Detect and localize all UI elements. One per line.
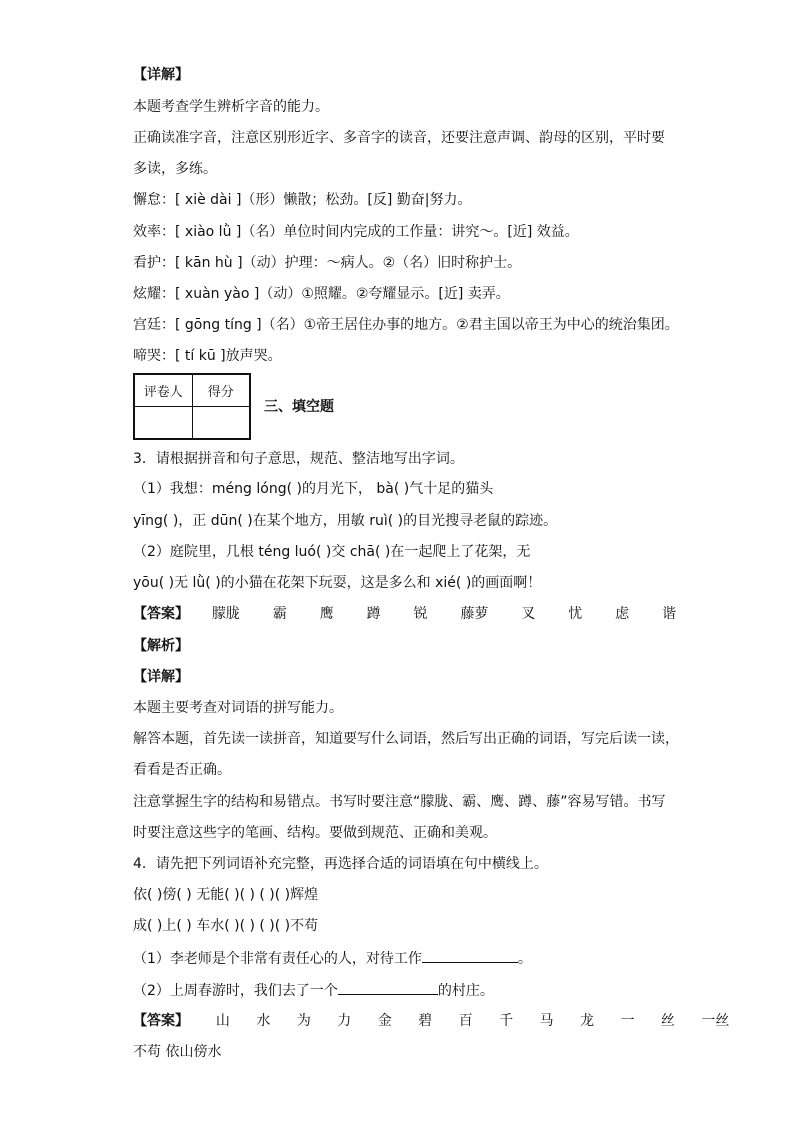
fill-sentence (133, 948, 532, 969)
score-cell (192, 407, 250, 440)
answer-line (133, 604, 686, 624)
paragraph-line: 解答本题，首先读一读拼音，知道要写什么词语，然后写出正确的词语，写完后读一读， (133, 731, 679, 747)
analysis-heading: 【解析】 (133, 638, 189, 654)
definition-entry: 炫耀：[ xuàn yào ]（动）①照耀。②夸耀显示。[近] 卖弄。 (133, 286, 510, 302)
answer-label: 【答案】 (133, 606, 189, 622)
section-title: 三、填空题 (264, 399, 334, 415)
definition-entry: 宫廷：[ gōng tíng ]（名）①帝王居住办事的地方。②君主国以帝王为中心的统治集团。 (133, 317, 679, 333)
answer-item: 山 (215, 1013, 230, 1029)
sentence-text: 的村庄。 (437, 983, 494, 999)
answer-item: 一 (620, 1013, 635, 1029)
grader-cell (134, 407, 192, 440)
detail-heading: 【详解】 (133, 669, 189, 685)
paragraph-line: 多读，多练。 (133, 161, 217, 177)
answer-item: 水 (256, 1013, 271, 1029)
intro-text: 本题考查学生辨析字音的能力。 (133, 99, 329, 115)
answer-item: 锐 (413, 606, 428, 622)
answer-item: 丝 (660, 1013, 675, 1029)
paragraph-line: 时要注意这些字的笔画、结构。要做到规范、正确和美观。 (133, 825, 497, 841)
paragraph-line: 正确读准字音，注意区别形近字、多音字的读音，还要注意声调、韵母的区别，平时要 (133, 130, 665, 146)
answer-item: 龙 (579, 1013, 594, 1029)
sentence-text: （2）上周春游时，我们去了一个 (133, 983, 338, 999)
question-prompt: 4．请先把下列词语补充完整，再选择合适的词语填在句中横线上。 (133, 856, 548, 872)
answer-item: 谐 (662, 606, 677, 622)
score-table (133, 373, 251, 440)
answer-line (133, 1011, 729, 1031)
question-line: yōu( )无 lǜ( )的小猫在花架下玩耍，这是多么和 xié( )的画面啊！ (133, 575, 542, 591)
answer-item: 藤萝 (460, 606, 489, 622)
detail-heading: 【详解】 (133, 67, 189, 83)
definition-entry: 啼哭：[ tí kū ]放声哭。 (133, 348, 282, 364)
sentence-text: 。 (517, 951, 532, 967)
answer-item: 鹰 (319, 606, 334, 622)
sentence-text: （1）李老师是个非常有责任心的人，对待工作 (133, 951, 422, 967)
answer-item: 忧 (568, 606, 583, 622)
definition-entry: 看护：[ kān hù ]（动）护理：～病人。②（名）旧时称护士。 (133, 255, 522, 271)
question-line: 成( )上( ) 车水( )( ) ( )( )不苟 (133, 918, 319, 934)
blank-line[interactable] (422, 948, 518, 963)
answer-item: 朦胧 (211, 606, 240, 622)
score-header: 得分 (192, 374, 250, 407)
answer-item: 百 (458, 1013, 473, 1029)
question-line: （1）我想：méng lóng( )的月光下， bà( )气十足的猫头 (133, 481, 494, 497)
answer-item: 金 (377, 1013, 392, 1029)
question-prompt: 3．请根据拼音和句子意思，规范、整洁地写出字词。 (133, 451, 464, 467)
answer-item: 马 (539, 1013, 554, 1029)
answer-item: 叉 (521, 606, 536, 622)
answer-item: 千 (499, 1013, 514, 1029)
paragraph-line: 注意掌握生字的结构和易错点。书写时要注意“朦胧、霸、鹰、蹲、藤”容易写错。书写 (133, 794, 666, 810)
answer-item: 力 (337, 1013, 352, 1029)
answer-label: 【答案】 (133, 1013, 189, 1029)
paragraph-line: 本题主要考查对词语的拼写能力。 (133, 700, 343, 716)
answer-item: 一丝 (701, 1013, 730, 1029)
fill-sentence (133, 980, 494, 1001)
answer-item: 霸 (272, 606, 287, 622)
paragraph-line: 看看是否正确。 (133, 762, 231, 778)
definition-entry: 懈怠：[ xiè dài ]（形）懒散；松劲。[反] 勤奋|努力。 (133, 192, 472, 208)
question-line: 依( )傍( ) 无能( )( ) ( )( )辉煌 (133, 887, 319, 903)
question-line: （2）庭院里，几根 téng luó( )交 chā( )在一起爬上了花架，无 (133, 544, 531, 560)
definition-entry: 效率：[ xiào lǜ ]（名）单位时间内完成的工作量：讲究～。[近] 效益。 (133, 224, 579, 240)
answer-item: 为 (296, 1013, 311, 1029)
question-line: yīng( )，正 dūn( )在某个地方，用敏 ruì( )的目光搜寻老鼠的踪迹。 (133, 513, 558, 529)
answer-item: 碧 (418, 1013, 433, 1029)
answer-continuation: 不苟 依山傍水 (133, 1044, 222, 1060)
answer-item: 虑 (615, 606, 630, 622)
grader-header: 评卷人 (134, 374, 192, 407)
blank-line[interactable] (338, 980, 438, 995)
answer-item: 蹲 (366, 606, 381, 622)
